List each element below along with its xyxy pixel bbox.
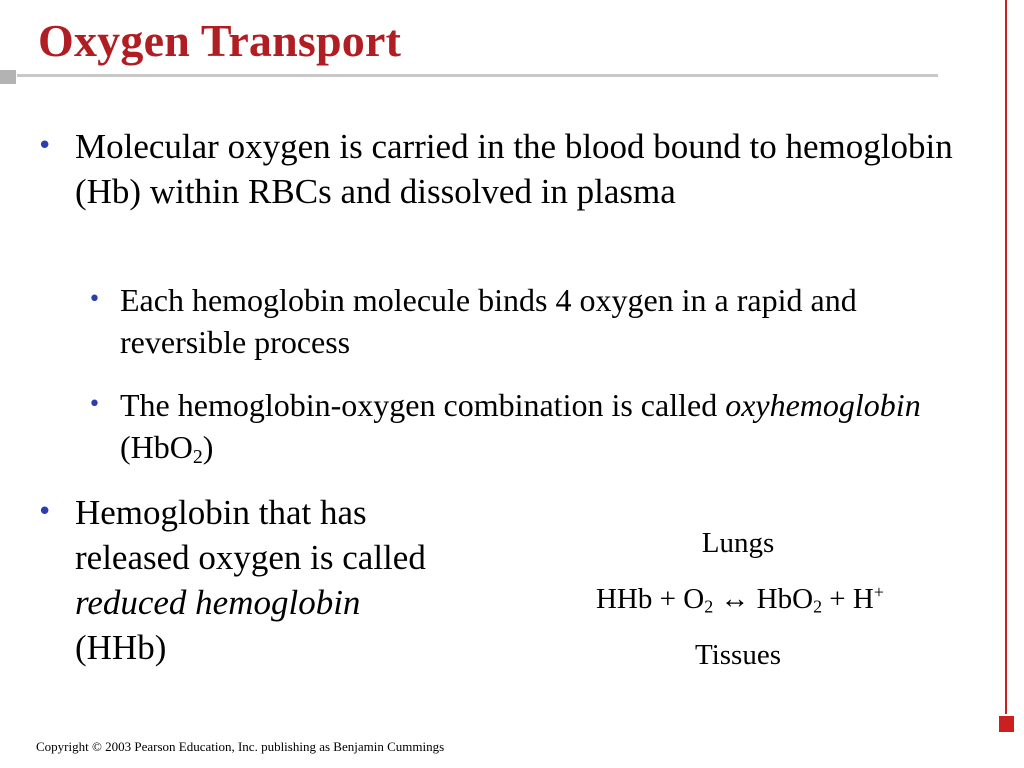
- title-divider: [17, 74, 938, 77]
- formula-hbo2: HbO$_2$: [130, 429, 203, 468]
- copyright-footer: Copyright © 2003 Pearson Education, Inc. publishing as Benjamin Cummings: [36, 739, 445, 754]
- bullet-text: Each hemoglobin molecule binds 4 oxygen in a rapid and reversible process: [120, 282, 857, 360]
- right-accent-square: [999, 716, 1014, 732]
- equation-reaction: HHb + $O_2$ ↔ HbO$_2$ + H+: [595, 582, 884, 617]
- bullet-dot-icon: •: [37, 497, 53, 527]
- subbullet-binds-oxygen: [88, 279, 980, 363]
- equation-label-tissues: Tissues: [695, 639, 781, 671]
- bullet-dot-icon: •: [88, 392, 101, 417]
- bullet-dot-icon: •: [88, 287, 101, 312]
- bullet-reduced-hemoglobin: [37, 490, 455, 670]
- abbrev-hhb: (HHb): [75, 628, 167, 667]
- bullet-text: Hemoglobin that has released oxygen is called: [75, 493, 426, 577]
- bullet-dot-icon: •: [37, 131, 53, 161]
- term-reduced-hemoglobin: reduced hemoglobin: [75, 583, 361, 622]
- bullet-text: Molecular oxygen is carried in the blood bound to hemoglobin (Hb) within RBCs and dissolved in plasma: [75, 127, 953, 211]
- term-oxyhemoglobin: oxyhemoglobin: [725, 387, 921, 423]
- equation-label-lungs: Lungs: [701, 527, 775, 559]
- bullet-text: The hemoglobin-oxygen combination is called: [120, 387, 718, 423]
- right-accent-line: [1005, 0, 1007, 714]
- subbullet-oxyhemoglobin: • The hemoglobin-oxygen combination is called oxyhemoglobin (HbO$_2$): [120, 384, 980, 468]
- left-accent-square: [0, 70, 16, 84]
- reversible-arrow-icon: ↔: [720, 583, 750, 615]
- slide-title: Oxygen Transport: [38, 15, 402, 66]
- bullet-oxygen-carried: [37, 124, 955, 214]
